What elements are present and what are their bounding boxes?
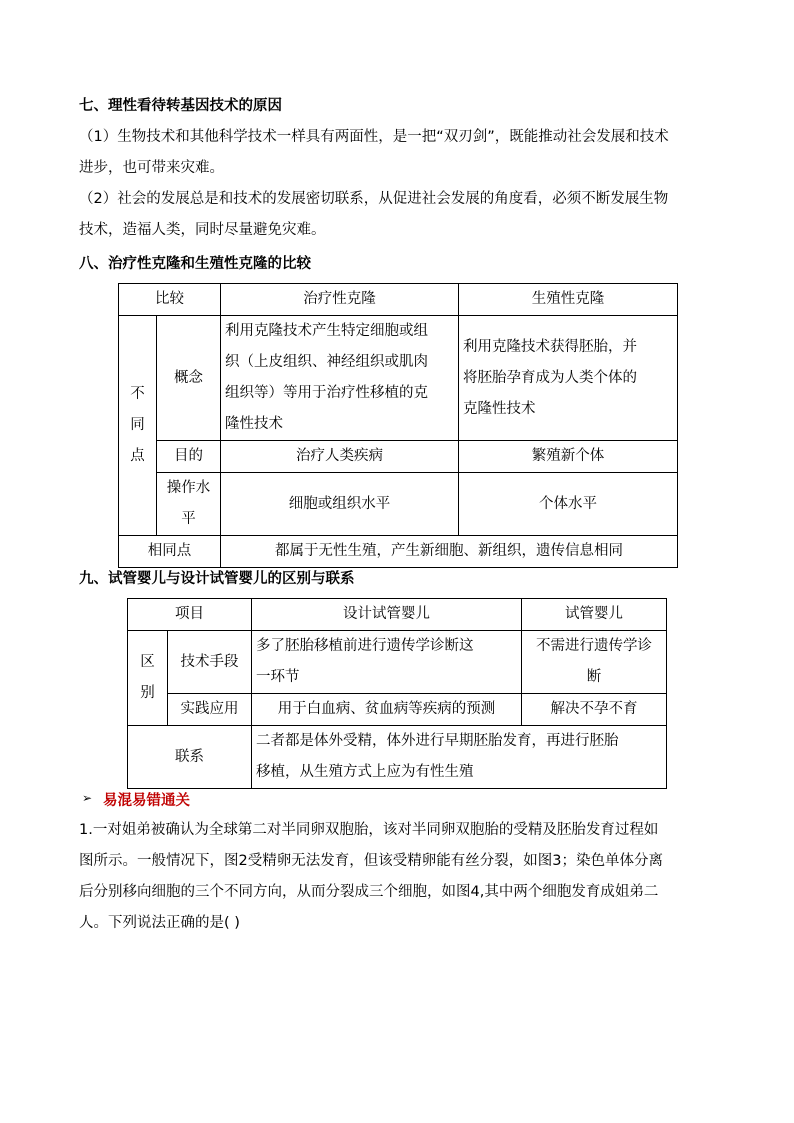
header-reproductive-cloning: 生殖性克隆 [459, 284, 678, 316]
question-line-2: 图所示。一般情况下，图2受精卵无法发育，但该受精卵能有丝分裂，如图3；染色单体分离 [79, 853, 663, 869]
therapeutic-level-cell: 细胞或组织水平 [221, 473, 459, 536]
header-therapeutic-cloning: 治疗性克隆 [221, 284, 459, 316]
ivf-application-cell: 解决不孕不育 [522, 694, 667, 726]
reproductive-concept-cell: 利用克隆技术获得胚胎，并 将胚胎孕育成为人类个体的 克隆性技术 [459, 316, 678, 441]
section-7-point-1-line-1: （1）生物技术和其他科学技术一样具有两面性，是一把“双刃剑”，既能推动社会发展和技术 [79, 129, 669, 145]
section-9-title: 九、试管婴儿与设计试管婴儿的区别与联系 [79, 571, 355, 587]
differences-group-label: 区 别 [128, 631, 168, 726]
reproductive-level-cell: 个体水平 [459, 473, 678, 536]
section-7-point-2-line-1: （2）社会的发展总是和技术的发展密切联系，从促进社会发展的角度看，必须不断发展生物 [79, 191, 669, 207]
table-row [119, 473, 678, 536]
table-row [119, 441, 678, 473]
reproductive-purpose-cell: 繁殖新个体 [459, 441, 678, 473]
section-8-title: 八、治疗性克隆和生殖性克隆的比较 [79, 256, 311, 272]
connection-cell: 二者都是体外受精，体外进行早期胚胎发育，再进行胚胎 移植，从生殖方式上应为有性生殖 [252, 726, 667, 789]
designer-application-cell: 用于白血病、贫血病等疾病的预测 [252, 694, 522, 726]
row-label-similarities: 相同点 [119, 536, 221, 568]
therapeutic-purpose-cell: 治疗人类疾病 [221, 441, 459, 473]
table-row [128, 694, 667, 726]
table-row [128, 631, 667, 694]
section-7-title: 七、理性看待转基因技术的原因 [79, 98, 282, 114]
ivf-comparison-table [127, 598, 667, 789]
question-line-1: 1.一对姐弟被确认为全球第二对半同卵双胞胎，该对半同卵双胞胎的受精及胚胎发育过程如 [79, 822, 659, 838]
row-label-technique: 技术手段 [168, 631, 252, 694]
header-comparison: 比较 [119, 284, 221, 316]
therapeutic-concept-cell: 利用克隆技术产生特定细胞或组 织（上皮组织、神经组织或肌肉 组织等）等用于治疗性移植的克 隆性技术 [221, 316, 459, 441]
question-line-4: 人。下列说法正确的是( ) [79, 915, 240, 931]
table-row [128, 726, 667, 789]
section-7-point-1-line-2: 进步，也可带来灾难。 [79, 160, 224, 176]
cloning-comparison-table [118, 283, 678, 568]
row-label-connection: 联系 [128, 726, 252, 789]
row-label-application: 实践应用 [168, 694, 252, 726]
header-item: 项目 [128, 599, 252, 631]
section-7-point-2-line-2: 技术，造福人类，同时尽量避免灾难。 [79, 222, 326, 238]
header-ivf: 试管婴儿 [522, 599, 667, 631]
designer-technique-cell: 多了胚胎移植前进行遗传学诊断这 一环节 [252, 631, 522, 694]
table-row [119, 316, 678, 441]
table-header-row [119, 284, 678, 316]
pitfalls-heading: 易混易错通关 [103, 793, 190, 809]
ivf-technique-cell: 不需进行遗传学诊 断 [522, 631, 667, 694]
row-label-purpose: 目的 [157, 441, 221, 473]
table-header-row [128, 599, 667, 631]
arrow-bullet-icon: ➢ [82, 791, 93, 805]
row-label-concept: 概念 [157, 316, 221, 441]
row-label-operation-level: 操作水 平 [157, 473, 221, 536]
question-line-3: 后分别移向细胞的三个不同方向，从而分裂成三个细胞，如图4,其中两个细胞发育成姐弟二 [79, 884, 659, 900]
header-designer-ivf: 设计试管婴儿 [252, 599, 522, 631]
similarities-cell: 都属于无性生殖，产生新细胞、新组织，遗传信息相同 [221, 536, 678, 568]
table-row [119, 536, 678, 568]
differences-group-label: 不 同 点 [119, 316, 157, 536]
